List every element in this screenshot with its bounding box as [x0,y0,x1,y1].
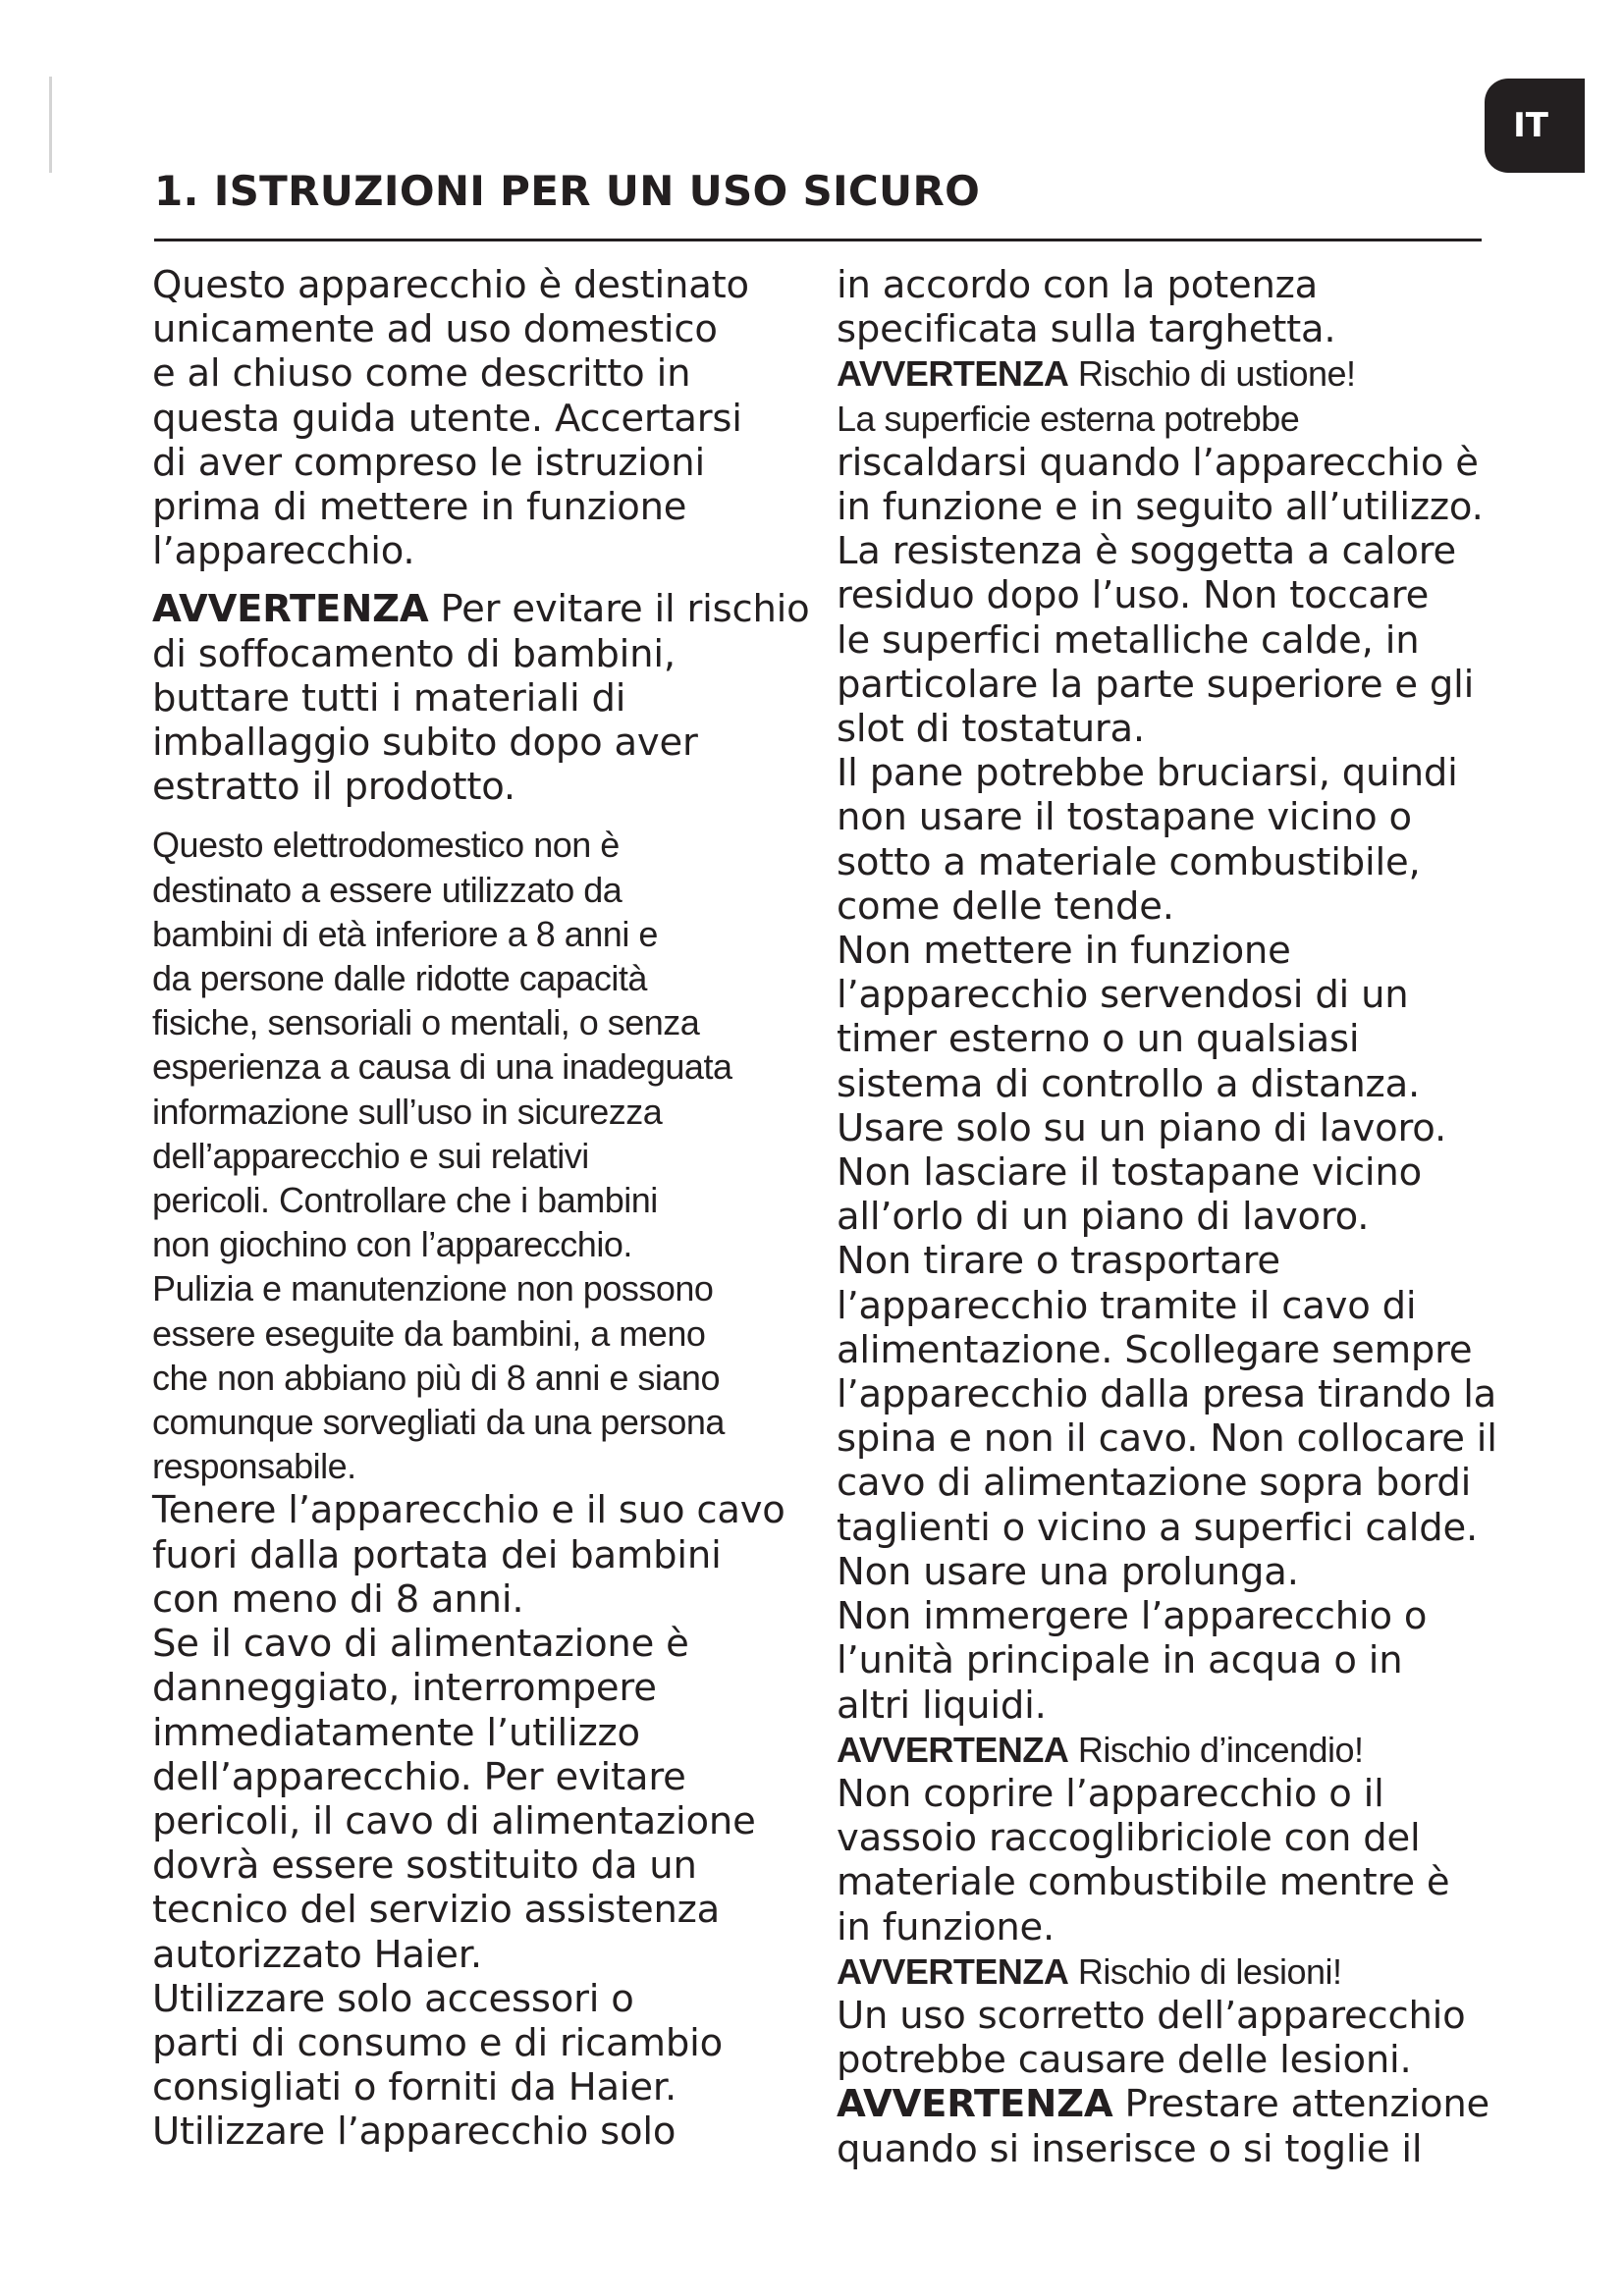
warning-line-burn [837,351,1504,396]
text-line: l’apparecchio tramite il cavo di [837,1283,1417,1328]
text-line: immediatamente l’utilizzo [152,1710,640,1755]
text-line: specificata sulla targhetta. [837,307,1336,352]
paragraph-children-notice [152,823,820,1488]
text-line: consigliati o forniti da Haier. [152,2065,677,2110]
paragraph-gap [152,573,820,587]
text-line: non giochino con l’apparecchio. [152,1224,632,1265]
text-line: residuo dopo l’uso. Non toccare [837,573,1430,618]
text-line: dovrà essere sostituito da un [152,1843,697,1889]
text-line: sistema di controllo a distanza. [837,1061,1420,1106]
text-line: esperienza a causa di una inadeguata [152,1046,732,1088]
text-line: che non abbiano più di 8 anni e siano [152,1357,720,1398]
text-line: danneggiato, interrompere [152,1666,657,1711]
text-line: altri liquidi. [837,1682,1047,1728]
text-line: timer esterno o un qualsiasi [837,1017,1360,1062]
text-line: quando si inserisce o si toglie il [837,2126,1423,2171]
text-line: particolare la parte superiore e gli [837,662,1475,707]
paragraph-suffocation-warning [152,587,820,809]
text-line: Non lasciare il tostapane vicino [837,1150,1422,1196]
text-line: Utilizzare l’apparecchio solo [152,2109,677,2155]
text-line: dell’apparecchio. Per evitare [152,1754,686,1799]
text-line: vassoio raccoglibriciole con del [837,1816,1421,1861]
warning-label: AVVERTENZA [837,353,1069,395]
text-line: unicamente ad uso domestico [152,307,718,352]
margin-mark [49,77,52,173]
text-line: fuori dalla portata dei bambini [152,1532,722,1577]
text-line: pericoli. Controllare che i bambini [152,1180,658,1221]
text-line: Non tirare o trasportare [837,1239,1280,1284]
text-line: imballaggio subito dopo aver [152,721,698,766]
language-tab-label: IT [1513,106,1548,145]
text-line: tecnico del servizio assistenza [152,1888,721,1933]
paragraph-cord-and-accessories [152,1488,820,2154]
right-column [837,263,1504,2171]
text-line: parti di consumo e di ricambio [152,2020,723,2065]
warning-label: AVVERTENZA [837,2082,1113,2127]
text-line: comunque sorvegliati da una persona [152,1402,725,1443]
text-line: Tenere l’apparecchio e il suo cavo [152,1488,785,1533]
text-line: pericoli, il cavo di alimentazione [152,1798,756,1843]
text-line: Il pane potrebbe bruciarsi, quindi [837,751,1458,796]
section-title: 1. ISTRUZIONI PER UN USO SICURO [154,167,981,215]
text-line: in funzione e in seguito all’utilizzo. [837,485,1484,530]
text-line: come delle tende. [837,883,1174,929]
text-line: responsabile. [152,1446,356,1487]
text-line: alimentazione. Scollegare sempre [837,1327,1473,1372]
paragraph-intended-use [152,263,820,573]
text-line: da persone dalle ridotte capacità [152,958,647,999]
left-column [152,263,820,2155]
text-line: Usare solo su un piano di lavoro. [837,1105,1446,1150]
text-line: l’apparecchio. [152,529,415,574]
warning-text: Per evitare il rischio [428,587,810,632]
warning-label: AVVERTENZA [837,1729,1069,1770]
text-line: Utilizzare solo accessori o [152,1976,634,2021]
text-line: fisiche, sensoriali o mentali, o senza [152,1002,700,1043]
warning-line-injury [837,1949,1504,1994]
text-line: cavo di alimentazione sopra bordi [837,1461,1472,1506]
text-line: destinato a essere utilizzato da [152,869,623,910]
text-line: La resistenza è soggetta a calore [837,529,1457,574]
text-line: l’apparecchio dalla presa tirando la [837,1372,1497,1417]
text-line: Non immergere l’apparecchio o [837,1594,1428,1639]
text-line: di soffocamento di bambini, [152,631,676,676]
text-line: materiale combustibile mentre è [837,1860,1450,1905]
text-line: e al chiuso come descritto in [152,351,691,397]
warning-text: Rischio di lesioni! [1068,1950,1342,1992]
warning-text: Rischio d’incendio! [1068,1729,1364,1770]
text-line: l’apparecchio servendosi di un [837,973,1409,1018]
text-line: Questo elettrodomestico non è [152,825,620,866]
text-line: in funzione. [837,1904,1056,1949]
text-line: potrebbe causare delle lesioni. [837,2038,1412,2083]
text-line: riscaldarsi quando l’apparecchio è [837,440,1479,485]
text-line: in accordo con la potenza [837,263,1319,307]
text-line: La superficie esterna potrebbe [837,398,1300,439]
paragraph-gap [152,809,820,823]
text-line: Non mettere in funzione [837,929,1291,974]
text-line: prima di mettere in funzione [152,485,687,530]
text-line: Se il cavo di alimentazione è [152,1622,689,1667]
text-line: sotto a materiale combustibile, [837,839,1421,884]
text-line: Pulizia e manutenzione non possono [152,1268,714,1309]
text-line: informazione sull’uso in sicurezza [152,1091,663,1132]
language-tab [1485,79,1585,173]
warning-line [152,587,820,631]
text-line: slot di tostatura. [837,707,1145,752]
text-line: questa guida utente. Accertarsi [152,396,742,441]
text-line: le superfici metalliche calde, in [837,617,1420,663]
text-line: di aver compreso le istruzioni [152,440,705,485]
text-line: Non usare una prolunga. [837,1549,1299,1594]
text-line: bambini di età inferiore a 8 anni e [152,913,658,954]
text-line: con meno di 8 anni. [152,1576,524,1622]
warning-text: Prestare attenzione [1112,2082,1490,2127]
text-line: all’orlo di un piano di lavoro. [837,1195,1370,1240]
title-rule [154,239,1482,241]
warning-label: AVVERTENZA [152,587,429,632]
text-line: dell’apparecchio e sui relativi [152,1135,589,1176]
text-line: estratto il prodotto. [152,765,515,810]
warning-text: Rischio di ustione! [1068,353,1356,395]
text-line: essere eseguite da bambini, a meno [152,1312,706,1354]
text-line: Questo apparecchio è destinato [152,263,749,307]
warning-line-attention [837,2082,1504,2126]
text-line: non usare il tostapane vicino o [837,795,1412,840]
text-line: l’unità principale in acqua o in [837,1638,1403,1683]
text-line: buttare tutti i materiali di [152,675,626,721]
text-line: taglienti o vicino a superfici calde. [837,1505,1478,1550]
text-line: Un uso scorretto dell’apparecchio [837,1993,1466,2038]
warning-label: AVVERTENZA [837,1950,1069,1992]
text-line: Non coprire l’apparecchio o il [837,1771,1384,1816]
text-line: spina e non il cavo. Non collocare il [837,1416,1497,1462]
text-line: autorizzato Haier. [152,1932,482,1977]
warning-line-fire [837,1728,1504,1772]
